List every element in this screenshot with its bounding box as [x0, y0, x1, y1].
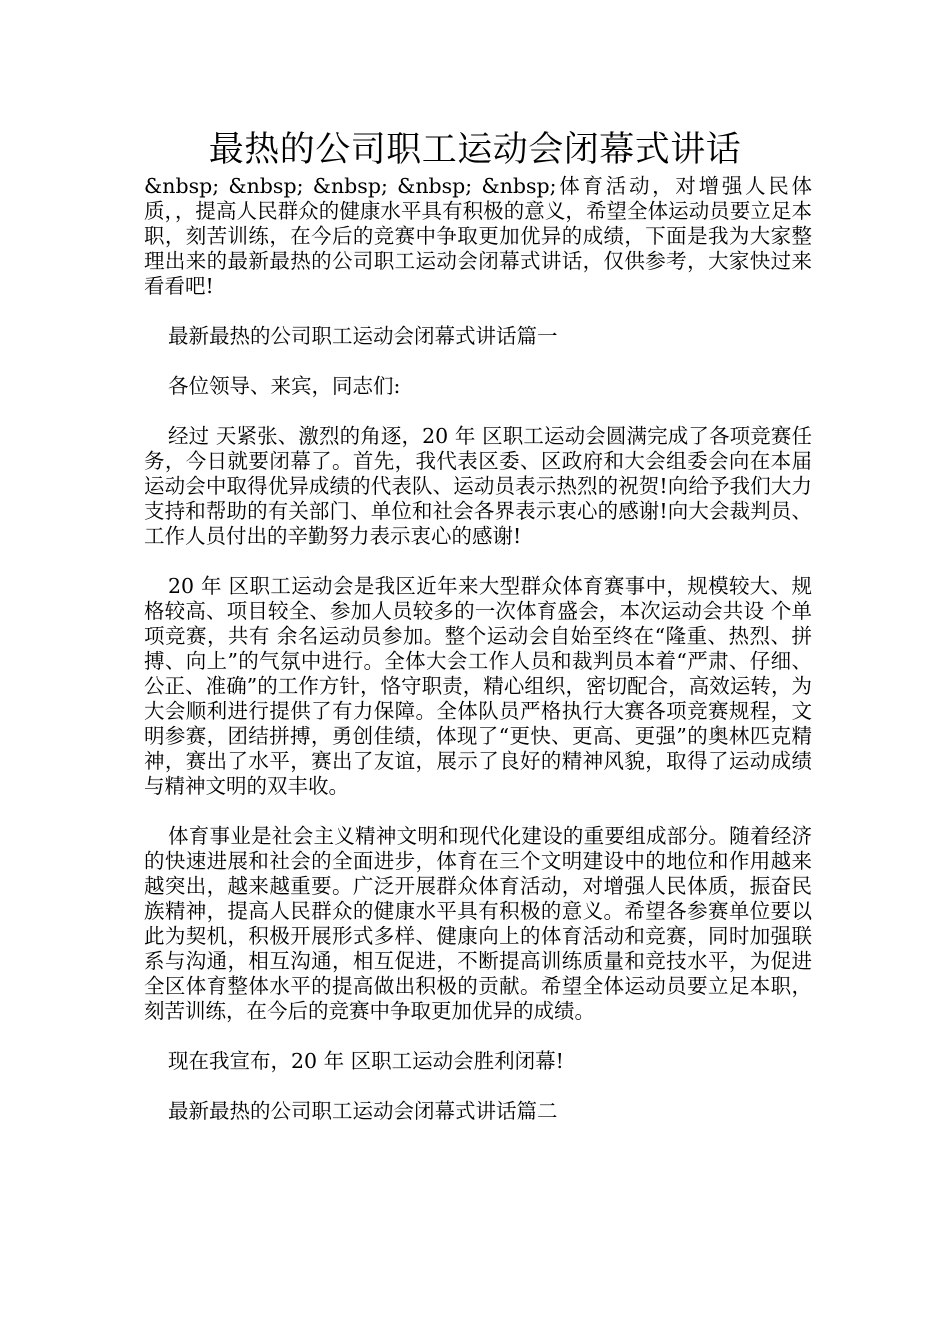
intro-paragraph: &nbsp; &nbsp; &nbsp; &nbsp; &nbsp;体育活动，对增强人民体质，，提高人民群众的健康水平具有积极的意义，希望全体运动员要立足本职，刻苦训练，在今后的竞赛中争取更加优异的成绩，下面是我为大家整理出来的最新最热的公司职工运动会闭幕式讲话，仅供参考，大家快过来看看吧! [144, 174, 812, 298]
document-body [144, 174, 812, 1149]
section-heading-part-two: 最新最热的公司职工运动会闭幕式讲话篇二 [168, 1099, 558, 1123]
body-paragraph: 体育事业是社会主义精神文明和现代化建设的重要组成部分。随着经济的快速进展和社会的全面进步，体育在三个文明建设中的地位和作用越来越突出，越来越重要。广泛开展群众体育活动，对增强人民体质，振奋民族精神，提高人民群众的健康水平具有积极的意义。希望各参赛单位要以此为契机，积极开展形式多样、健康向上的体育活动和竞赛，同时加强联系与沟通，相互沟通，相互促进，不断提高训练质量和竞技水平，为促进全区体育整体水平的提高做出积极的贡献。希望全体运动员要立足本职，刻苦训练，在今后的竞赛中争取更加优异的成绩。 [144, 824, 812, 1023]
salutation-paragraph: 各位领导、来宾，同志们: [168, 374, 401, 398]
page-title: 最热的公司职工运动会闭幕式讲话 [208, 130, 742, 170]
section-heading-part-one: 最新最热的公司职工运动会闭幕式讲话篇一 [168, 324, 558, 348]
body-paragraph: 20 年 区职工运动会是我区近年来大型群众体育赛事中，规模较大、规格较高、项目较全、参加人员较多的一次体育盛会，本次运动会共设 个单项竞赛，共有 余名运动员参加。整个运动会自始至终在“隆重、热烈、拼搏、向上”的气氛中进行。全体大会工作人员和裁判员本着“严肃、仔细、公正、准确”的工作方针，恪守职责，精心组织，密切配合，高效运转，为大会顺利进行提供了有力保障。全体队员严格执行大赛各项竞赛规程，文明参赛，团结拼搏，勇创佳绩，体现了“更快、更高、更强”的奥林匹克精神，赛出了水平，赛出了友谊，展示了良好的精神风貌，取得了运动成绩与精神文明的双丰收。 [144, 574, 812, 798]
closing-announcement-paragraph: 现在我宣布，20 年 区职工运动会胜利闭幕! [168, 1049, 564, 1073]
body-paragraph: 经过 天紧张、激烈的角逐，20 年 区职工运动会圆满完成了各项竞赛任务，今日就要闭幕了。首先，我代表区委、区政府和大会组委会向在本届运动会中取得优异成绩的代表队、运动员表示热烈的祝贺!向给予我们大力支持和帮助的有关部门、单位和社会各界表示衷心的感谢!向大会裁判员、工作人员付出的辛勤努力表示衷心的感谢! [144, 424, 812, 548]
